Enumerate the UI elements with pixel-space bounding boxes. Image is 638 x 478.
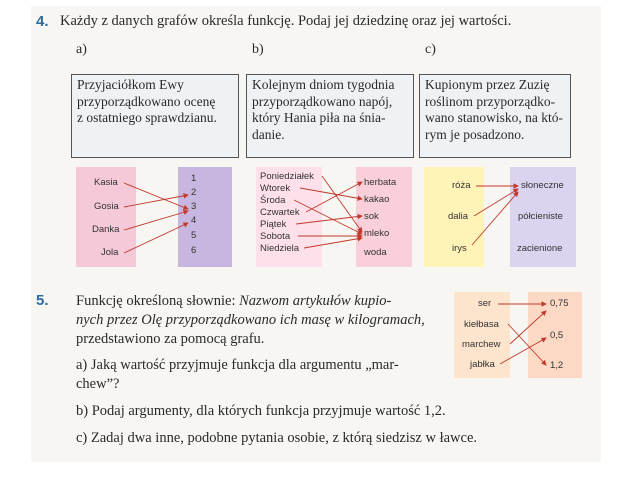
graph-b-arg: Sobota [260,231,291,242]
graph-b-arg: Środa [260,195,286,206]
task5-line-3: przedstawiono za pomocą grafu. [76,331,265,347]
description-text-a: Przyjaciółkom Ewy przyporządkowano ocenę z ostatniego sprawdzianu. [77,77,217,125]
graph-b-arg: Piątek [260,219,287,230]
task4-number: 4. [36,13,49,30]
graph-b-val: sok [364,211,379,222]
arrow [508,324,546,365]
graph-b-arg: Czwartek [260,207,300,218]
graph-task5-arg: marchew [462,339,501,350]
graph-task5-val: 0,5 [550,330,564,341]
arrow [472,192,518,245]
graph-c-val: zacienione [517,243,563,254]
description-text-c: Kupionym przez Zuzię roślinom przyporządko- wano stanowisko, na któ- rym je posadzono. [425,77,563,142]
task5-question-a-line-2: chew”? [76,376,120,392]
graph-a-arg: Jola [101,247,119,258]
graph-c-val: półcieniste [518,211,563,222]
graph-a-val: 2 [191,187,197,198]
graph-a-arg: Kasia [94,177,118,188]
graph-c-val: słoneczne [521,180,564,191]
arrow [510,311,546,344]
graph-task5-arg: kiełbasa [464,319,499,330]
description-text-b: Kolejnym dniom tygodnia przyporządkowano napój, który Hania piła na śnia- danie. [252,77,395,142]
graph-a-arg: Danka [92,224,120,235]
arrow [306,182,362,212]
graph-task5-val: 0,75 [550,298,569,309]
arrow [300,188,362,199]
task5-question-c: c) Zadaj dwa inne, podobne pytania osobie, z którą siedzisz w ławce. [76,430,478,446]
task5-line-1-plain: Funkcję określoną słownie: [76,293,240,309]
graph-c-arg: dalia [448,211,469,222]
graph-a-val: 4 [191,215,197,226]
label-a: a) [76,42,87,57]
graph-a-val: 3 [191,201,197,212]
graph-b-arg: Poniedziałek [260,171,314,182]
graph-a-val: 1 [191,173,197,184]
task5-question-a-line-1: a) Jaką wartość przyjmuje funkcja dla argumentu „mar- [76,357,399,373]
graph-a-val: 6 [191,245,197,256]
graph-b-val: woda [364,247,387,258]
arrow [474,189,518,216]
arrow [304,238,362,248]
graph-task5-val: 1,2 [550,360,564,371]
task5-line-2: nych przez Olę przyporządkowano ich masę w kilogramach, [76,312,425,328]
graph-c-arg: róża [452,180,471,191]
graph-b-arg: Wtorek [260,183,291,194]
label-c: c) [425,42,436,57]
graph-a-val: 5 [191,230,197,241]
graph-b-val: herbata [364,177,397,188]
graph-task5-arg: jabłka [470,359,495,370]
graph-b-val: mleko [364,228,390,239]
arrow [500,338,546,364]
graph-b-val: kakao [364,194,390,205]
graph-task5-arg: ser [478,298,492,309]
graph-a-arg: Gosia [94,201,119,212]
graph-b-arg: Niedziela [260,243,300,254]
task5-line-1-italic: Nazwom artykułów kupio- [239,293,392,309]
graph-c-arg: irys [452,243,467,254]
task5-question-b: b) Podaj argumenty, dla których funkcja przyjmuje wartość 1,2. [76,403,446,419]
task4-instruction: Każdy z danych grafów określa funkcję. Podaj jej dziedzinę oraz jej wartości. [60,13,512,29]
label-b: b) [252,42,264,57]
task5-number: 5. [36,292,49,309]
